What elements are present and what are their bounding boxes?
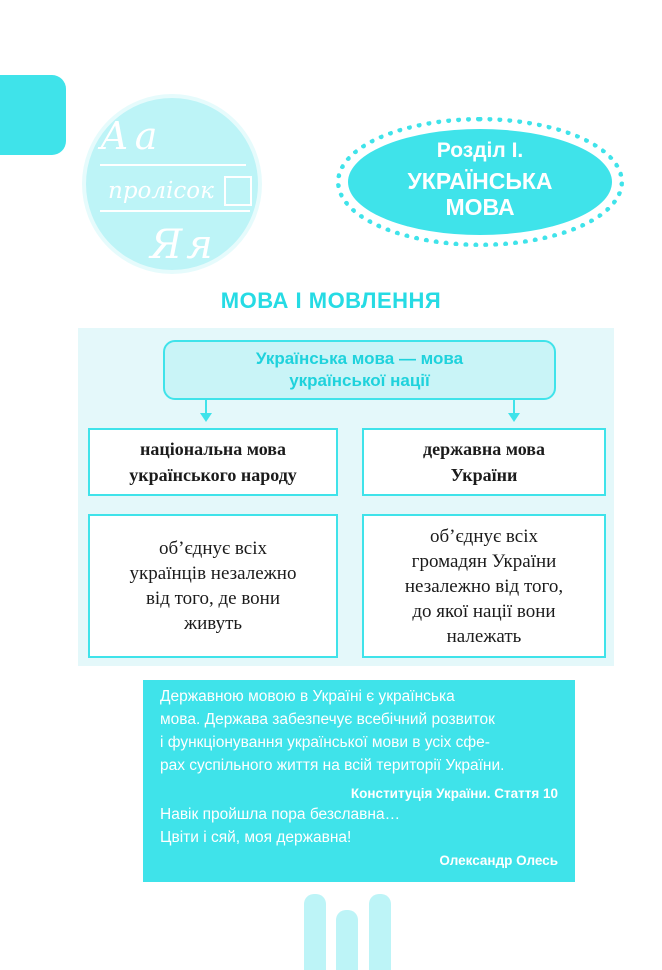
- quote-source: Конституція України. Стаття 10: [350, 786, 558, 801]
- diagram-top-line2: української нації: [289, 371, 430, 390]
- right-body-line: об’єднує всіх: [430, 525, 538, 547]
- right-body-line: громадян України: [411, 550, 557, 572]
- right-heading-line1: державна мова: [422, 439, 546, 459]
- arrow-down-icon: [200, 413, 212, 422]
- arrow-line-left: [205, 400, 207, 414]
- side-tab: [0, 75, 66, 155]
- left-body-line: живуть: [183, 613, 243, 634]
- page-bar: [336, 910, 358, 970]
- left-heading-line2: українського народу: [129, 465, 297, 485]
- arrow-line-right: [513, 400, 515, 414]
- right-body-line: належать: [446, 625, 522, 647]
- page-number: 4: [343, 890, 353, 907]
- diagram-top-line1: Українська мова — мова: [255, 349, 464, 368]
- right-body-box: [362, 514, 606, 658]
- section-label: Розділ І.: [436, 139, 524, 162]
- left-body-line: українців незалежно: [129, 563, 297, 584]
- logo-letters-bottom: Яя: [150, 222, 217, 268]
- section-title-line1: УКРАЇНСЬКА: [407, 168, 553, 194]
- left-heading-line1: національна мова: [139, 439, 287, 459]
- left-body-line: об’єднує всіх: [159, 538, 267, 559]
- right-heading-box: [362, 428, 606, 496]
- quote-line: рах суспільного життя на всій території України.: [160, 757, 505, 774]
- quote-line: Державною мовою в Україні є українська: [160, 688, 455, 705]
- right-heading-line2: України: [450, 465, 518, 485]
- diagram-top-box: [163, 340, 556, 400]
- left-body-box: [88, 514, 338, 658]
- section-title-line2: МОВА: [445, 194, 515, 220]
- poem-author: Олександр Олесь: [439, 853, 558, 868]
- logo-letters-top: Аа: [100, 114, 164, 158]
- logo-guide-line: [100, 210, 250, 212]
- logo-letter-frame: [224, 176, 252, 206]
- page-title: МОВА І МОВЛЕННЯ: [220, 288, 442, 313]
- quote-line: і функціонування української мови в усіх сфе-: [160, 734, 490, 751]
- left-heading-box: [88, 428, 338, 496]
- right-body-line: до якої нації вони: [412, 600, 556, 622]
- right-body-line: незалежно від того,: [404, 575, 564, 597]
- poem-line: Цвіти і сяй, моя державна!: [160, 829, 352, 846]
- poem-line: Навік пройшла пора безславна…: [160, 806, 401, 823]
- arrow-down-icon: [508, 413, 520, 422]
- logo-word: пролісок: [108, 178, 214, 204]
- left-body-line: від того, де вони: [145, 588, 281, 609]
- logo-guide-line: [100, 164, 246, 166]
- quote-line: мова. Держава забезпечує всебічний розвиток: [160, 711, 495, 728]
